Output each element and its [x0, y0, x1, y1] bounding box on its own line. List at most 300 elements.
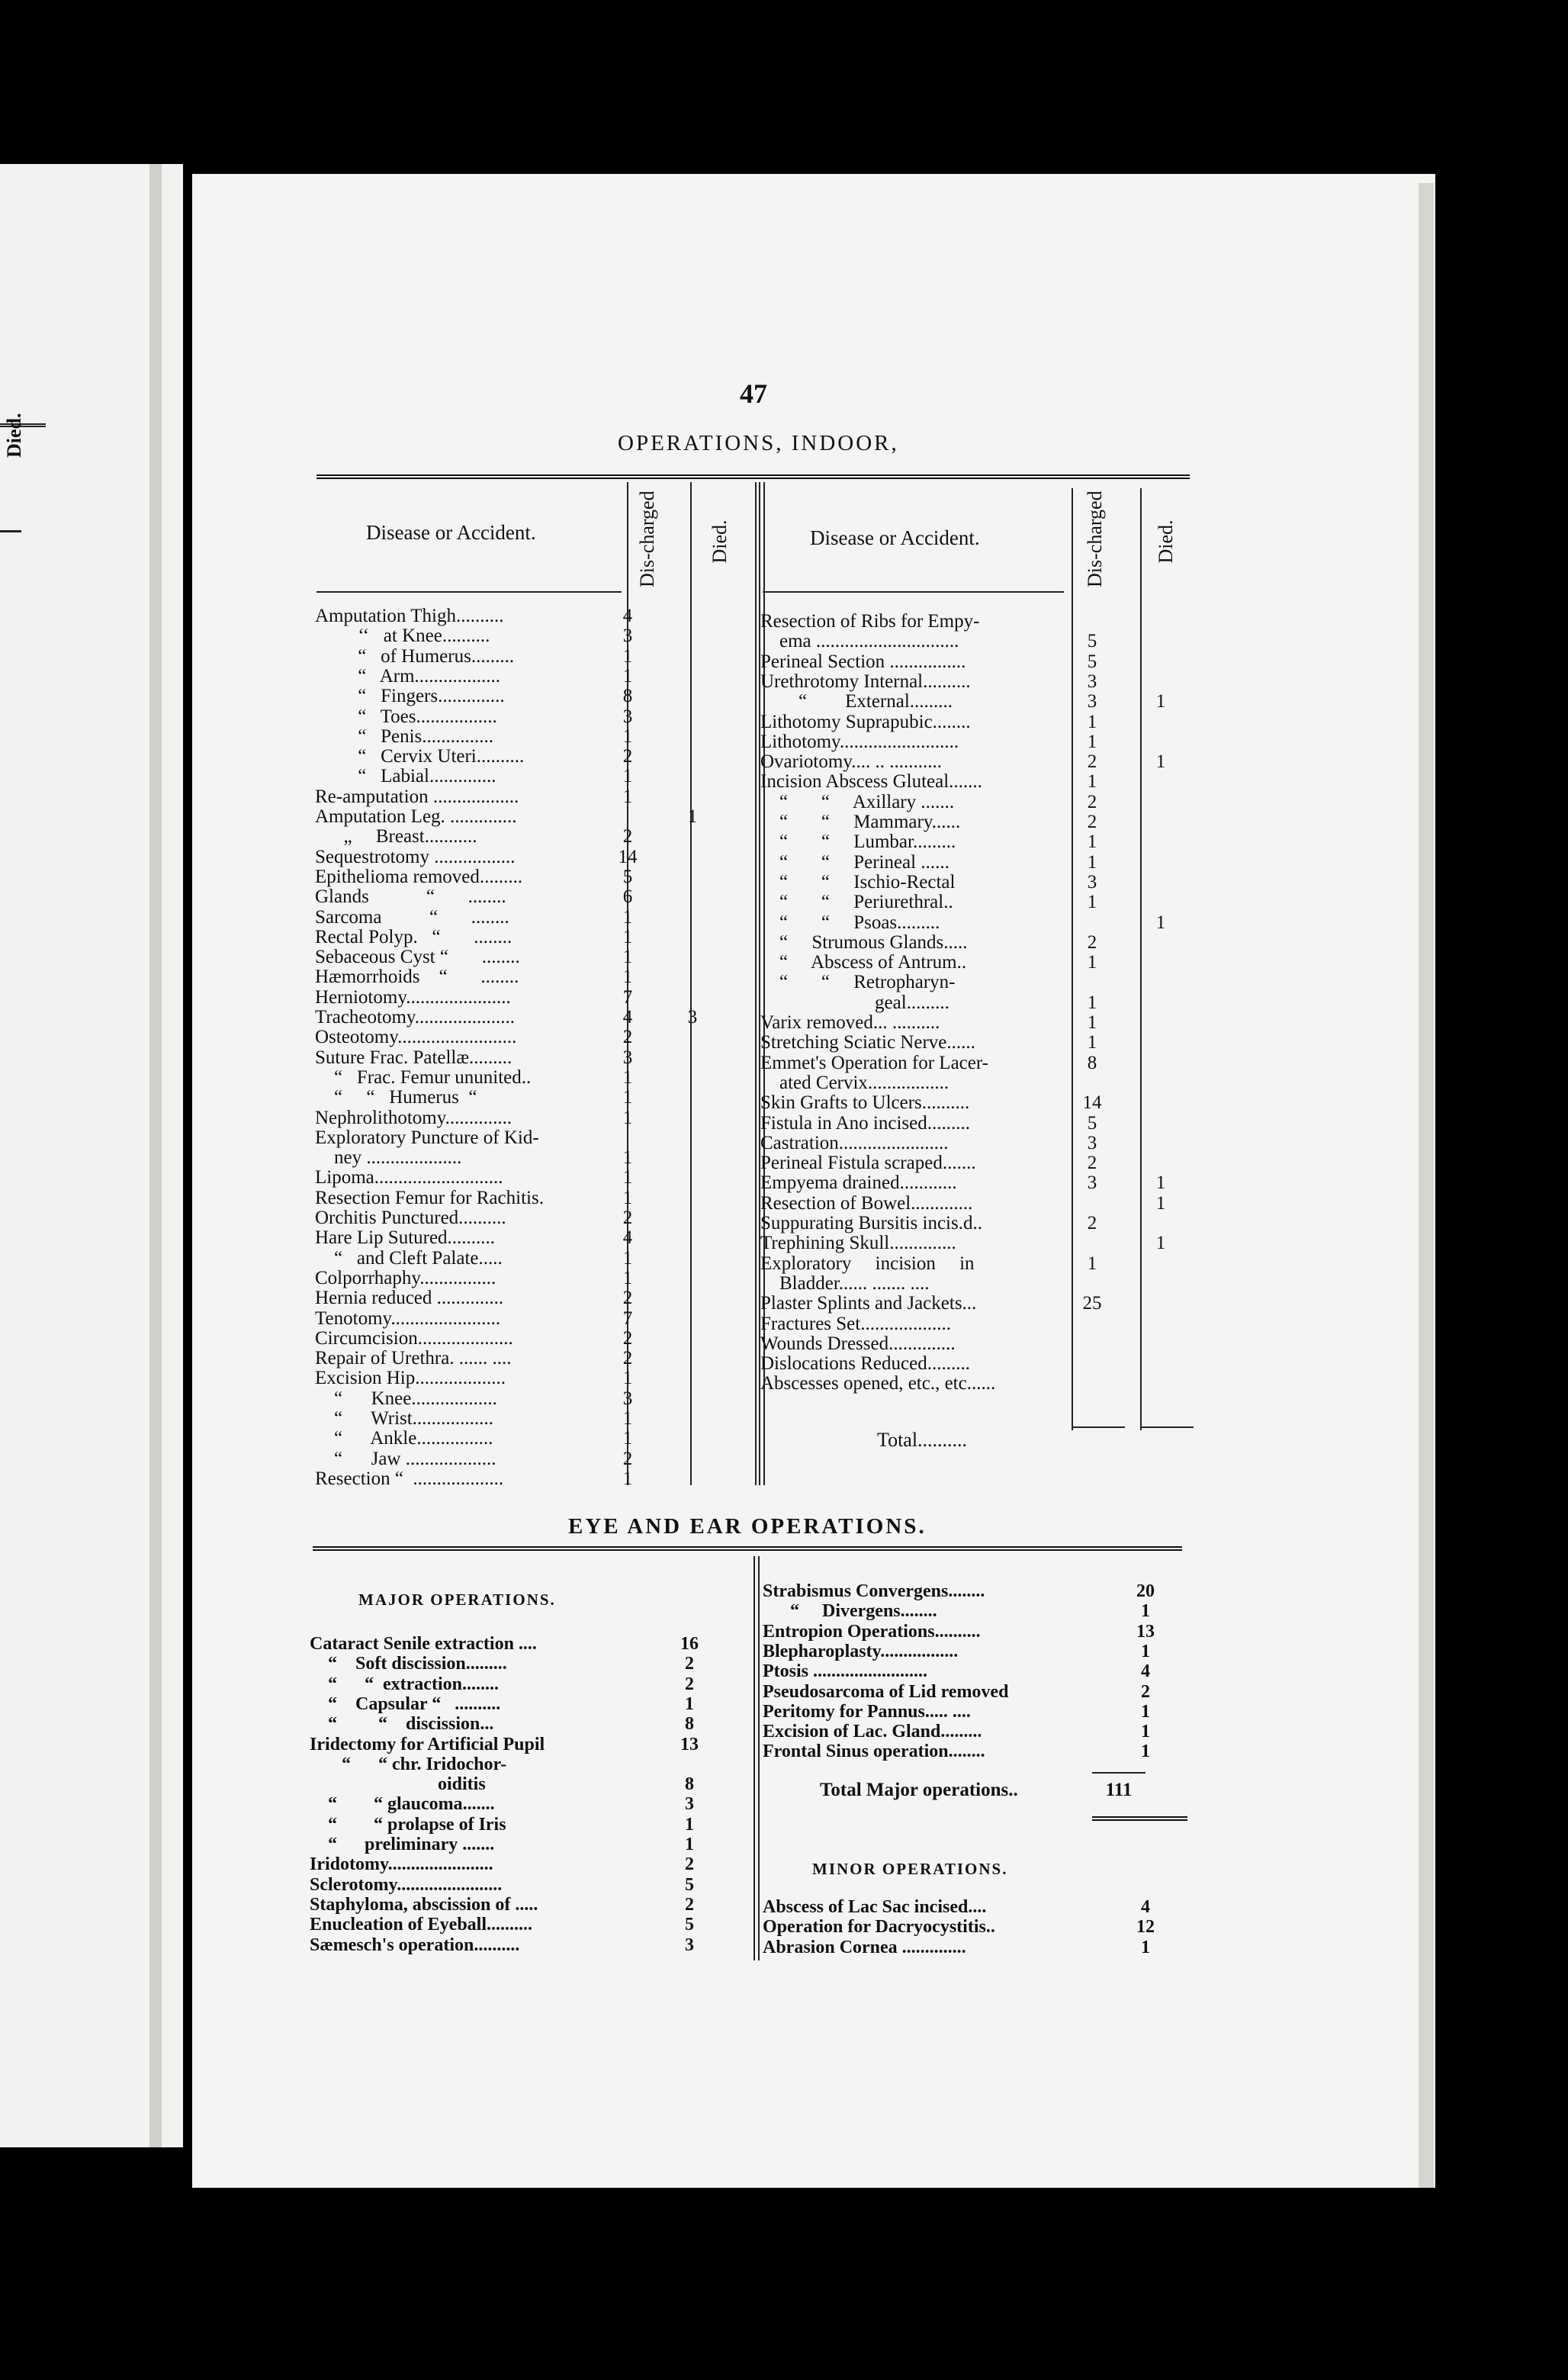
- count-cell: 16: [680, 1634, 699, 1654]
- total-major-rule: [1092, 1772, 1145, 1774]
- row-label: “ “ discission...: [310, 1714, 494, 1735]
- row-label: Enucleation of Eyeball..........: [310, 1915, 533, 1935]
- discharged-cell: 1: [622, 1147, 633, 1169]
- row-label: “ “ Retropharyn-: [760, 972, 956, 993]
- table-row: [315, 928, 757, 947]
- discharged-cell: 1: [622, 1087, 633, 1108]
- row-label: „ Breast...........: [315, 826, 477, 847]
- row-label: “ Abscess of Antrum..: [760, 952, 967, 973]
- table-row: [760, 933, 1203, 953]
- discharged-cell: 2: [1087, 791, 1097, 812]
- table-row: [315, 1269, 757, 1288]
- row-label: Hernia reduced ..............: [315, 1288, 504, 1309]
- discharged-cell: 1: [1087, 831, 1097, 853]
- table-row: [315, 887, 757, 907]
- row-label: “ External.........: [760, 691, 953, 712]
- table-row: [760, 612, 1203, 632]
- row-label: Empyema drained............: [760, 1172, 957, 1194]
- row-label: Cataract Senile extraction ....: [310, 1634, 537, 1654]
- table-row: [310, 1795, 744, 1814]
- discharged-cell: 2: [622, 826, 633, 847]
- discharged-cell: 1: [1087, 771, 1097, 793]
- count-cell: 2: [685, 1854, 694, 1875]
- discharged-cell: 1: [1087, 711, 1097, 732]
- total-rule-died: [1140, 1426, 1194, 1428]
- discharged-cell: 4: [622, 1007, 633, 1028]
- discharged-cell: 1: [1087, 892, 1097, 913]
- row-label: Operation for Dacryocystitis..: [763, 1917, 995, 1938]
- discharged-cell: 5: [622, 866, 633, 887]
- table-row: [310, 1855, 744, 1874]
- count-cell: 1: [1141, 1641, 1150, 1661]
- row-label: Iridectomy for Artificial Pupil: [310, 1734, 545, 1754]
- table-row: [760, 692, 1203, 712]
- row-label: Plaster Splints and Jackets...: [760, 1293, 977, 1314]
- discharged-cell: 4: [622, 1227, 633, 1249]
- table-row: [315, 1208, 757, 1228]
- discharged-cell: 1: [622, 1066, 633, 1088]
- row-label: Urethrotomy Internal..........: [760, 671, 971, 692]
- table-row: [315, 767, 757, 786]
- row-label: Suppurating Bursitis incis.d..: [760, 1213, 982, 1233]
- discharged-cell: 1: [1087, 1253, 1097, 1274]
- discharged-cell: 2: [622, 746, 633, 767]
- count-cell: 2: [685, 1654, 694, 1674]
- table-row: [760, 993, 1203, 1013]
- row-label: Emmet's Operation for Lacer-: [760, 1052, 989, 1073]
- total-major-value: 111: [1105, 1780, 1133, 1800]
- table-row: [310, 1816, 744, 1835]
- row-label: ‘‘ at Knee..........: [315, 626, 490, 647]
- row-label: “ Knee..................: [315, 1388, 497, 1409]
- row-label: “ “ prolapse of Iris: [310, 1814, 506, 1835]
- header-underline-right: [763, 591, 1064, 593]
- row-label: Lithotomy Suprapubic........: [760, 711, 971, 732]
- row-label: Ptosis .........................: [763, 1661, 927, 1682]
- table-row: [315, 1329, 757, 1349]
- table-row: [310, 1896, 744, 1915]
- count-cell: 5: [685, 1874, 694, 1895]
- table-row: [310, 1735, 744, 1754]
- count-cell: 1: [685, 1693, 694, 1714]
- table-row: [315, 1168, 757, 1188]
- count-cell: 1: [1141, 1722, 1150, 1742]
- table-top-rule: [316, 474, 1190, 479]
- table-row: [315, 1349, 757, 1368]
- indoor-total-label: Total..........: [877, 1429, 968, 1451]
- row-label: Sæmesch's operation..........: [310, 1935, 520, 1955]
- row-label: Perineal Fistula scraped.......: [760, 1153, 976, 1174]
- row-label: Excision Hip...................: [315, 1368, 506, 1389]
- discharged-cell: 1: [622, 766, 633, 787]
- header-discharged-left: Dis-charged: [636, 490, 658, 587]
- table-row: [760, 1214, 1203, 1233]
- header-discharged-right: Dis-charged: [1084, 490, 1106, 587]
- count-cell: 5: [685, 1915, 694, 1935]
- discharged-cell: 1: [622, 1107, 633, 1128]
- row-label: “ “ Lumbar.........: [760, 831, 956, 853]
- row-label: Dislocations Reduced.........: [760, 1353, 970, 1375]
- table-row: [310, 1695, 744, 1714]
- table-row: [315, 1249, 757, 1269]
- row-label: Wounds Dressed..............: [760, 1333, 956, 1354]
- discharged-cell: 2: [622, 1327, 633, 1349]
- left-page-rule-bottom: [0, 530, 21, 532]
- table-row: [760, 1114, 1203, 1134]
- discharged-cell: 2: [622, 1348, 633, 1369]
- discharged-cell: 1: [622, 725, 633, 747]
- discharged-cell: 1: [622, 947, 633, 968]
- table-row: [315, 1368, 757, 1388]
- table-row: [760, 732, 1203, 752]
- row-label: “ Wrist.................: [315, 1408, 493, 1429]
- row-label: “ “ extraction........: [310, 1674, 499, 1694]
- discharged-cell: 7: [622, 1307, 633, 1329]
- died-cell: 1: [687, 806, 698, 827]
- table-row: [315, 1088, 757, 1108]
- discharged-cell: 1: [1087, 952, 1097, 973]
- row-label: Glands “ ........: [315, 886, 506, 908]
- row-label: “ Fingers..............: [315, 686, 505, 707]
- discharged-cell: 1: [1087, 731, 1097, 752]
- discharged-cell: 1: [1087, 851, 1097, 873]
- total-major-label: Total Major operations..: [820, 1780, 1018, 1800]
- table-row: [315, 807, 757, 827]
- discharged-cell: 1: [1087, 992, 1097, 1013]
- count-cell: 3: [685, 1935, 694, 1955]
- count-cell: 8: [685, 1714, 694, 1735]
- count-cell: 1: [1141, 1937, 1150, 1957]
- book-gutter: [149, 164, 162, 2147]
- table-row: [310, 1675, 744, 1694]
- left-page-died-header: Died.: [3, 413, 25, 458]
- table-row: [315, 1028, 757, 1047]
- table-row: [315, 1008, 757, 1028]
- discharged-cell: 1: [622, 1368, 633, 1389]
- died-cell: 1: [1155, 691, 1166, 712]
- row-label: Peritomy for Pannus..... ....: [763, 1701, 971, 1722]
- discharged-cell: 1: [622, 1428, 633, 1449]
- row-label: “ Strumous Glands.....: [760, 931, 968, 953]
- table-row: [760, 913, 1203, 933]
- header-underline-left: [316, 591, 622, 593]
- table-row: [760, 953, 1203, 973]
- table-row: [315, 1148, 757, 1168]
- table-row: [315, 1469, 757, 1489]
- discharged-cell: 1: [622, 1187, 633, 1208]
- table-row: [760, 832, 1203, 852]
- row-label: “ of Humerus.........: [315, 645, 515, 667]
- discharged-cell: 3: [1087, 1132, 1097, 1153]
- discharged-cell: 1: [622, 966, 633, 988]
- row-label: Entropion Operations..........: [763, 1621, 981, 1642]
- table-row: [315, 867, 757, 887]
- table-row: [763, 1683, 1190, 1702]
- table-row: [760, 853, 1203, 873]
- discharged-cell: 3: [622, 1047, 633, 1068]
- table-row: [310, 1775, 744, 1794]
- row-label: Sclerotomy.......................: [310, 1874, 503, 1895]
- row-label: “ “ Axillary .......: [760, 791, 955, 812]
- row-label: Staphyloma, abscission of .....: [310, 1894, 538, 1915]
- table-row: [760, 1294, 1203, 1314]
- row-label: Perineal Section ................: [760, 651, 966, 672]
- table-row: [315, 827, 757, 847]
- table-row: [315, 1429, 757, 1449]
- row-label: “ “ Mammary......: [760, 812, 961, 832]
- row-label: “ “ glaucoma.......: [310, 1794, 495, 1815]
- section-title-indoor: OPERATIONS, INDOOR,: [618, 431, 899, 455]
- table-row: [760, 1093, 1203, 1113]
- row-label: Sarcoma “ ........: [315, 906, 509, 928]
- table-row: [763, 1722, 1190, 1742]
- row-label: Ovariotomy.... .. ...........: [760, 751, 942, 773]
- count-cell: 8: [685, 1774, 694, 1795]
- row-label: Lithotomy.........................: [760, 731, 959, 752]
- count-cell: 20: [1136, 1581, 1155, 1601]
- row-label: Resection of Bowel.............: [760, 1192, 973, 1214]
- table-row: [763, 1582, 1190, 1601]
- discharged-cell: 2: [1087, 1153, 1097, 1174]
- row-label: “ Labial..............: [315, 766, 496, 787]
- row-label: Abscesses opened, etc., etc......: [760, 1373, 996, 1394]
- table-row: [315, 1409, 757, 1429]
- header-disease-left: Disease or Accident.: [366, 521, 536, 544]
- row-label: Castration.......................: [760, 1132, 949, 1153]
- row-label: ema ..............................: [760, 631, 959, 652]
- discharged-cell: 1: [1087, 1012, 1097, 1033]
- table-row: [315, 1288, 757, 1308]
- row-label: Epithelioma removed.........: [315, 866, 523, 887]
- table-row: [760, 1134, 1203, 1153]
- table-row: [760, 1013, 1203, 1033]
- table-row: [315, 787, 757, 807]
- table-row: [760, 892, 1203, 912]
- table-row: [760, 1274, 1203, 1294]
- table-row: [760, 672, 1203, 692]
- died-cell: 1: [1155, 1233, 1166, 1254]
- header-died-right: Died.: [1155, 519, 1177, 564]
- row-label: ney ....................: [315, 1147, 462, 1169]
- row-label: Skin Grafts to Ulcers..........: [760, 1092, 970, 1114]
- row-label: Hare Lip Sutured..........: [315, 1227, 496, 1249]
- row-label: Circumcision....................: [315, 1327, 513, 1349]
- count-cell: 13: [680, 1734, 699, 1754]
- table-row: [763, 1918, 1190, 1937]
- count-cell: 4: [1141, 1661, 1150, 1682]
- count-cell: 1: [685, 1814, 694, 1835]
- page-edge-shadow: [1419, 183, 1434, 2188]
- count-cell: 1: [685, 1835, 694, 1854]
- discharged-cell: 2: [622, 1208, 633, 1228]
- row-label: Rectal Polyp. “ ........: [315, 926, 512, 947]
- row-label: Suture Frac. Patellæ.........: [315, 1047, 512, 1068]
- count-cell: 13: [1136, 1621, 1155, 1642]
- table-row: [310, 1715, 744, 1734]
- table-row: [763, 1602, 1190, 1621]
- row-label: “ “ Humerus “: [315, 1087, 477, 1108]
- discharged-cell: 1: [622, 786, 633, 807]
- count-cell: 1: [1141, 1601, 1150, 1622]
- discharged-cell: 3: [622, 706, 633, 727]
- table-row: [760, 1033, 1203, 1053]
- table-row: [315, 667, 757, 687]
- table-row: [310, 1655, 744, 1674]
- table-row: [763, 1642, 1190, 1661]
- table-row: [315, 647, 757, 667]
- row-label: geal.........: [760, 992, 949, 1013]
- count-cell: 2: [685, 1894, 694, 1915]
- table-row: [315, 1449, 757, 1469]
- row-label: Bladder...... ....... ....: [760, 1272, 930, 1294]
- row-label: Resection of Ribs for Empy-: [760, 611, 980, 632]
- row-label: Osteotomy.........................: [315, 1027, 517, 1048]
- table-row: [760, 712, 1203, 732]
- row-label: ated Cervix.................: [760, 1072, 949, 1093]
- table-row: [315, 747, 757, 767]
- discharged-cell: 2: [622, 1448, 633, 1469]
- count-cell: 1: [1141, 1701, 1150, 1722]
- discharged-cell: 8: [622, 686, 633, 707]
- discharged-cell: 8: [1087, 1052, 1097, 1073]
- row-label: Abscess of Lac Sac incised....: [763, 1897, 987, 1917]
- row-label: Exploratory Puncture of Kid-: [315, 1127, 539, 1148]
- table-row: [315, 687, 757, 706]
- major-operations-title: MAJOR OPERATIONS.: [358, 1590, 556, 1609]
- table-row: [763, 1938, 1190, 1957]
- discharged-cell: 5: [1087, 631, 1097, 652]
- discharged-cell: 3: [1087, 1172, 1097, 1194]
- discharged-cell: 3: [622, 626, 633, 647]
- row-label: Tenotomy.......................: [315, 1307, 501, 1329]
- discharged-cell: 2: [622, 1027, 633, 1048]
- table-row: [760, 1173, 1203, 1193]
- table-row: [760, 1314, 1203, 1334]
- row-label: Orchitis Punctured..........: [315, 1208, 506, 1228]
- table-row: [760, 1233, 1203, 1253]
- row-label: Exploratory incision in: [760, 1253, 975, 1274]
- row-label: Incision Abscess Gluteal.......: [760, 771, 982, 793]
- table-row: [315, 1389, 757, 1409]
- discharged-cell: 6: [622, 886, 633, 908]
- minor-operations-title: MINOR OPERATIONS.: [812, 1860, 1008, 1878]
- table-row: [760, 772, 1203, 792]
- died-cell: 1: [1155, 751, 1166, 773]
- row-label: oiditis: [310, 1774, 486, 1795]
- row-label: “ Soft discission.........: [310, 1654, 507, 1674]
- discharged-cell: 14: [618, 846, 638, 867]
- eye-center-divider: [753, 1556, 760, 1960]
- discharged-cell: 2: [622, 1288, 633, 1309]
- row-label: Blepharoplasty.................: [763, 1641, 959, 1661]
- table-row: [315, 1048, 757, 1068]
- table-row: [760, 793, 1203, 812]
- row-label: “ and Cleft Palate.....: [315, 1247, 503, 1269]
- row-label: “ Ankle................: [315, 1428, 493, 1449]
- table-row: [315, 1068, 757, 1088]
- discharged-cell: 1: [622, 1267, 633, 1288]
- eye-table-top-rule: [313, 1546, 1182, 1551]
- row-label: “ “ Perineal ......: [760, 851, 949, 873]
- discharged-cell: 3: [1087, 871, 1097, 892]
- table-row: [310, 1936, 744, 1955]
- row-label: “ Jaw ...................: [315, 1448, 496, 1469]
- row-label: Fistula in Ano incised.........: [760, 1112, 970, 1134]
- table-row: [760, 1254, 1203, 1274]
- header-died-left: Died.: [708, 519, 731, 564]
- table-row: [760, 973, 1203, 992]
- discharged-cell: 1: [622, 645, 633, 667]
- row-label: “ preliminary .......: [310, 1835, 495, 1854]
- discharged-cell: 2: [1087, 812, 1097, 832]
- count-cell: 12: [1136, 1917, 1155, 1938]
- row-label: Trephining Skull..............: [760, 1233, 956, 1254]
- died-cell: 1: [1155, 1192, 1166, 1214]
- discharged-cell: 4: [622, 606, 633, 626]
- row-label: Repair of Urethra. ...... ....: [315, 1348, 512, 1369]
- row-label: “ “ Periurethral..: [760, 892, 953, 913]
- count-cell: 1: [1141, 1742, 1150, 1762]
- table-row: [760, 752, 1203, 772]
- row-label: “ Frac. Femur ununited..: [315, 1066, 532, 1088]
- table-row: [315, 1309, 757, 1329]
- table-row: [310, 1915, 744, 1935]
- table-row: [760, 1073, 1203, 1093]
- row-label: “ Penis...............: [315, 725, 494, 747]
- page-number: 47: [740, 378, 767, 409]
- table-row: [760, 812, 1203, 832]
- row-label: “ “ chr. Iridochor-: [310, 1754, 507, 1774]
- row-label: Frontal Sinus operation........: [763, 1742, 985, 1762]
- table-row: [763, 1742, 1190, 1761]
- total-rule-discharged: [1072, 1426, 1125, 1428]
- table-row: [760, 1153, 1203, 1173]
- discharged-cell: 2: [1087, 931, 1097, 953]
- row-label: Abrasion Cornea ..............: [763, 1937, 966, 1957]
- died-cell: 1: [1155, 912, 1166, 933]
- row-label: Fractures Set...................: [760, 1313, 951, 1334]
- row-label: Colporrhaphy................: [315, 1267, 496, 1288]
- table-row: [315, 988, 757, 1008]
- discharged-cell: 1: [622, 926, 633, 947]
- table-row: [315, 1108, 757, 1128]
- table-row: [760, 1334, 1203, 1354]
- count-cell: 2: [685, 1674, 694, 1694]
- count-cell: 2: [1141, 1681, 1150, 1702]
- row-label: Pseudosarcoma of Lid removed: [763, 1681, 1009, 1702]
- discharged-cell: 5: [1087, 651, 1097, 672]
- header-disease-right: Disease or Accident.: [810, 526, 980, 549]
- discharged-cell: 1: [622, 1408, 633, 1429]
- row-label: “ Capsular “ ..........: [310, 1693, 501, 1714]
- table-row: [315, 1228, 757, 1248]
- row-label: Amputation Thigh..........: [315, 606, 504, 626]
- table-row: [763, 1662, 1190, 1681]
- table-row: [760, 1374, 1203, 1394]
- row-label: Lipoma...........................: [315, 1167, 503, 1188]
- table-row: [315, 947, 757, 967]
- discharged-cell: 1: [622, 906, 633, 928]
- discharged-cell: 1: [622, 1247, 633, 1269]
- discharged-cell: 5: [1087, 1112, 1097, 1134]
- table-row: [315, 707, 757, 727]
- died-cell: 3: [687, 1007, 698, 1028]
- row-label: Sebaceous Cyst “ ........: [315, 947, 520, 968]
- row-label: Herniotomy......................: [315, 986, 511, 1008]
- table-row: [763, 1623, 1190, 1642]
- row-label: Resection “ ...................: [315, 1468, 504, 1489]
- row-label: Nephrolithotomy..............: [315, 1107, 512, 1128]
